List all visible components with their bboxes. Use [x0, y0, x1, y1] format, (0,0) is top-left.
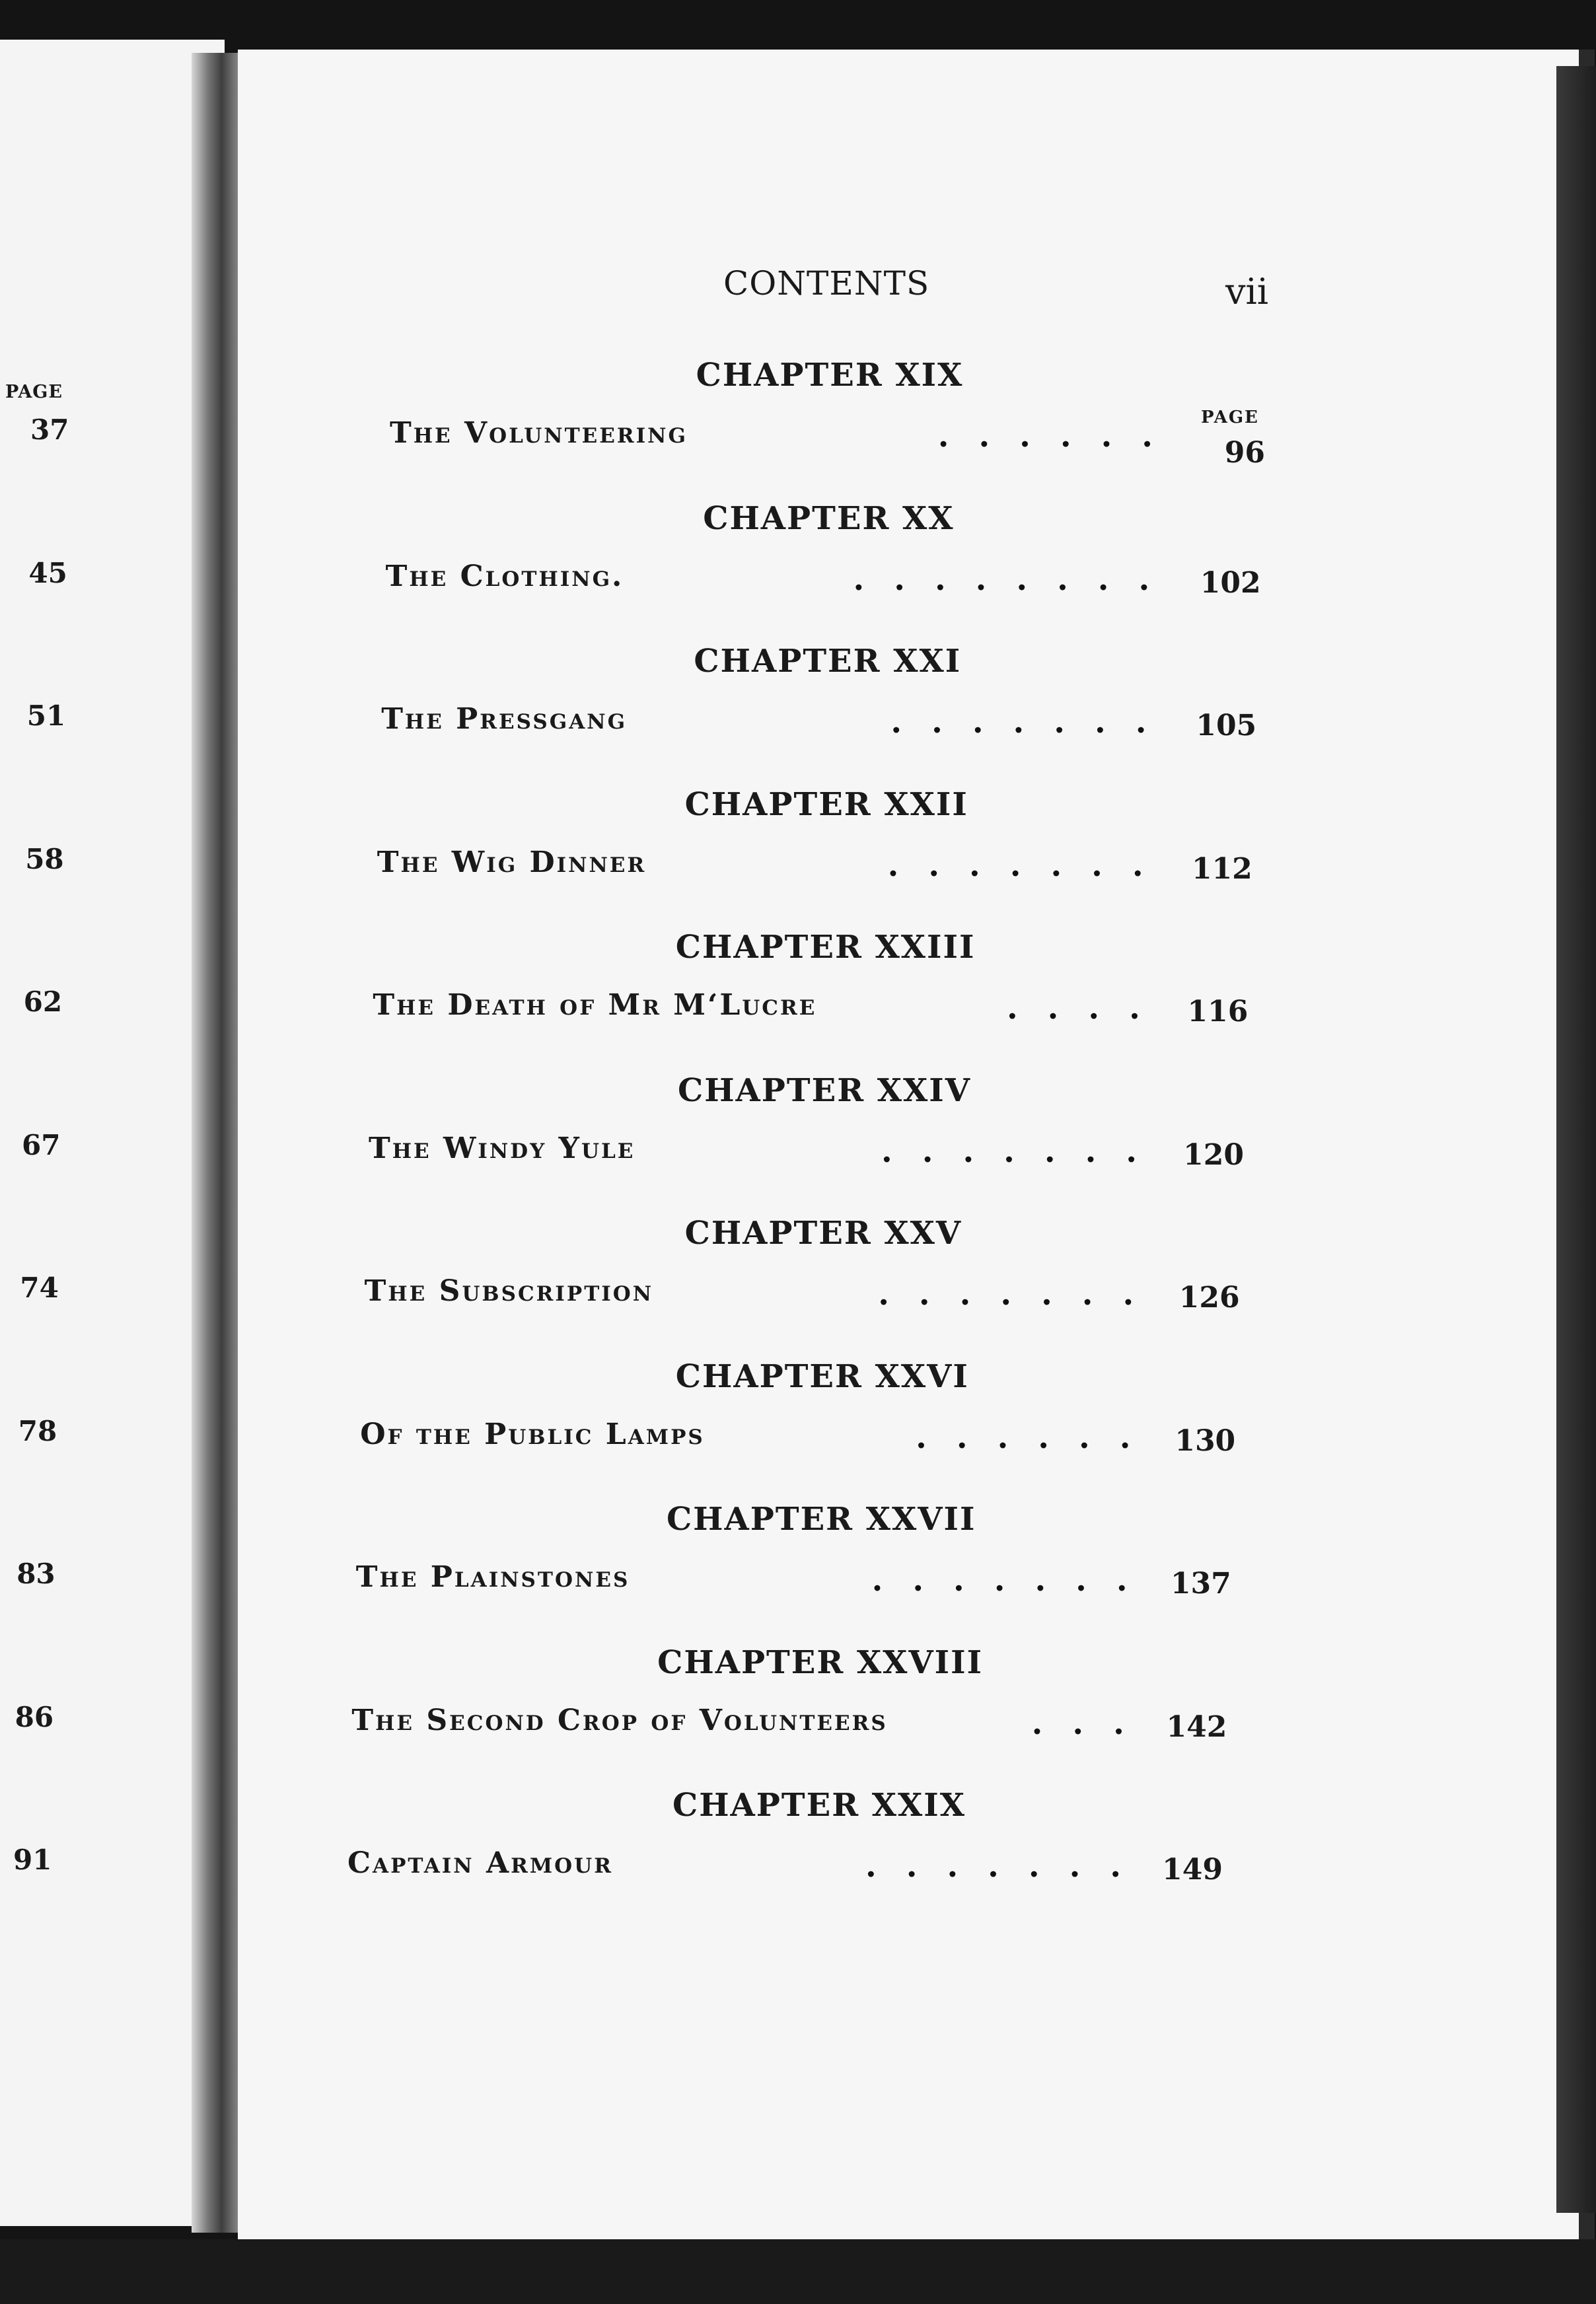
chapter-heading: CHAPTER XIX — [696, 357, 964, 394]
chapter-page-number: 120 — [1183, 1137, 1244, 1172]
left-page-number: 91 — [13, 1844, 52, 1876]
chapter-heading: CHAPTER XXIX — [672, 1787, 966, 1824]
chapter-page-number: 130 — [1175, 1423, 1236, 1458]
chapter-page-number: 116 — [1187, 995, 1249, 1028]
dot-leader: ....... — [878, 1276, 1164, 1313]
left-page-number: 62 — [23, 986, 63, 1018]
left-page-number: 86 — [15, 1700, 54, 1733]
page-title: CONTENTS — [723, 264, 930, 303]
chapter-page-number: 112 — [1191, 851, 1252, 886]
chapter-title: The Death of Mr M‘Lucre — [373, 988, 817, 1022]
page-column-label: PAGE — [1201, 408, 1259, 427]
chapter-heading: CHAPTER XXVIII — [657, 1643, 984, 1681]
chapter-title: The Second Crop of Volunteers — [351, 1703, 888, 1737]
dot-leader: ........ — [853, 560, 1180, 598]
left-page-label: PAGE — [5, 382, 63, 402]
chapter-title: The Wig Dinner — [377, 845, 647, 879]
dot-leader: ....... — [887, 846, 1173, 884]
chapter-page-number: 137 — [1170, 1567, 1231, 1601]
chapter-heading: CHAPTER XXV — [684, 1215, 962, 1252]
dot-leader: ....... — [890, 703, 1177, 740]
chapter-title: Captain Armour — [347, 1846, 613, 1880]
chapter-page-number: 102 — [1200, 565, 1261, 600]
dot-leader: ....... — [865, 1848, 1151, 1885]
left-page-number: 58 — [25, 842, 64, 875]
dot-leader: ...... — [937, 417, 1182, 454]
chapter-title: The Pressgang — [381, 702, 628, 736]
page-edge — [1556, 66, 1596, 2213]
left-page-number: 67 — [22, 1128, 61, 1161]
chapter-heading: CHAPTER XXI — [694, 643, 962, 680]
page-number-roman: vii — [1225, 271, 1269, 312]
dot-leader: ...... — [916, 1418, 1161, 1456]
chapter-page-number: 126 — [1179, 1281, 1240, 1314]
chapter-title: The Volunteering — [390, 416, 688, 450]
dot-leader: ....... — [871, 1562, 1157, 1599]
chapter-title: The Windy Yule — [369, 1131, 635, 1165]
left-page-number: 37 — [30, 414, 69, 446]
left-page-number: 83 — [17, 1558, 55, 1590]
left-page-number: 78 — [18, 1414, 57, 1447]
chapter-page-number: 142 — [1166, 1710, 1227, 1744]
chapter-heading: CHAPTER XXII — [684, 785, 968, 823]
chapter-heading: CHAPTER XXVI — [675, 1357, 969, 1395]
chapter-title: The Clothing. — [385, 559, 624, 593]
chapter-page-number: 149 — [1162, 1853, 1223, 1887]
chapter-heading: CHAPTER XXIV — [678, 1071, 971, 1109]
scan-bottom-border — [0, 2239, 1596, 2304]
left-page-number: 45 — [28, 556, 67, 589]
chapter-page-number: 105 — [1196, 709, 1257, 742]
chapter-heading: CHAPTER XX — [703, 499, 955, 537]
chapter-heading: CHAPTER XXVII — [666, 1501, 976, 1538]
left-page-number: 74 — [20, 1272, 59, 1304]
dot-leader: ....... — [881, 1132, 1167, 1170]
left-page-number: 51 — [26, 700, 66, 732]
chapter-title: The Plainstones — [355, 1560, 630, 1594]
chapter-heading: CHAPTER XXIII — [675, 929, 976, 966]
chapter-title: Of the Public Lamps — [360, 1417, 705, 1451]
dot-leader: .... — [1006, 990, 1170, 1026]
chapter-title: The Subscription — [364, 1274, 654, 1308]
dot-leader: ... — [1031, 1704, 1154, 1742]
chapter-page-number: 96 — [1224, 436, 1265, 470]
